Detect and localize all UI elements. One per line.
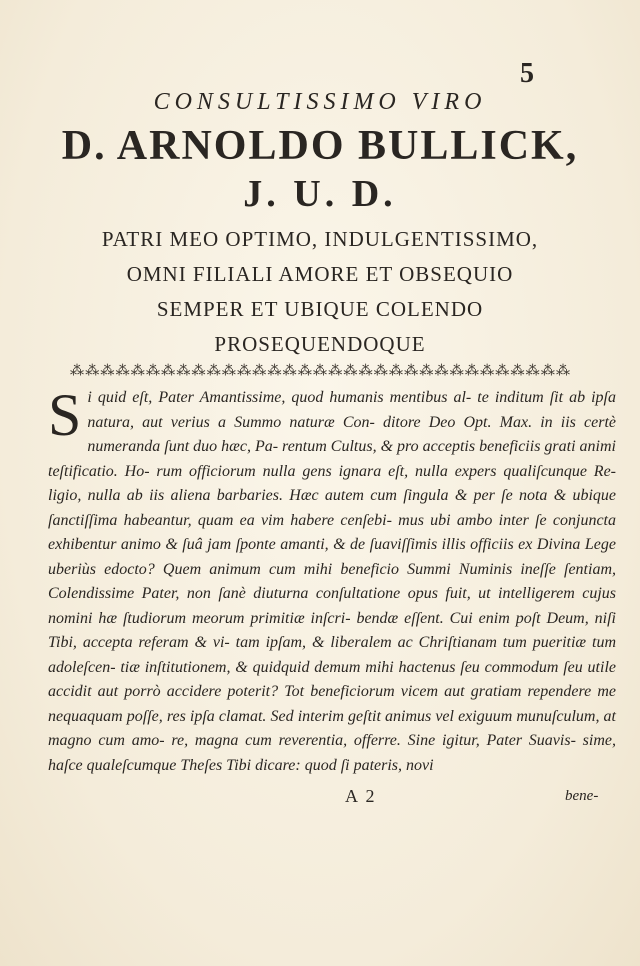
ornament-glyph: ⁂ xyxy=(419,363,434,379)
ornament-glyph: ⁂ xyxy=(388,363,403,379)
ornament-glyph: ⁂ xyxy=(206,363,221,379)
dedication-line-7: PROSEQUENDOQUE xyxy=(214,332,426,356)
ornament-glyph: ⁂ xyxy=(495,363,510,379)
ornament-glyph: ⁂ xyxy=(313,363,327,379)
ornament-glyph: ⁂ xyxy=(176,363,191,379)
ornament-glyph: ⁂ xyxy=(540,363,555,379)
ornament-glyph: ⁂ xyxy=(464,363,479,379)
ornament-glyph: ⁂ xyxy=(556,363,570,379)
ornament-glyph: ⁂ xyxy=(191,363,206,379)
dedication-line-6: SEMPER ET UBIQUE COLENDO xyxy=(156,297,484,321)
drop-cap: S xyxy=(48,382,82,448)
ornament-glyph: ⁂ xyxy=(343,363,358,379)
ornament-glyph: ⁂ xyxy=(480,363,495,379)
dedication-body xyxy=(48,382,616,778)
ornament-glyph: ⁂ xyxy=(85,363,100,379)
ornament-glyph: ⁂ xyxy=(328,363,343,379)
ornament-glyph: ⁂ xyxy=(358,363,373,379)
ornament-glyph: ⁂ xyxy=(237,363,252,379)
dedication-line-5: OMNI FILIALI AMORE ET OBSEQUIO xyxy=(126,262,514,286)
ornament-glyph: ⁂ xyxy=(145,363,160,379)
ornament-glyph: ⁂ xyxy=(282,363,297,379)
dedication-line-4: PATRI MEO OPTIMO, INDULGENTISSIMO, xyxy=(101,227,539,251)
ornament-glyph: ⁂ xyxy=(267,363,282,379)
ornament-glyph: ⁂ xyxy=(373,363,388,379)
ornament-glyph: ⁂ xyxy=(221,363,236,379)
dedicatee-degree: J. U. D. xyxy=(243,173,397,215)
ornament-glyph: ⁂ xyxy=(115,363,130,379)
catchword: bene- xyxy=(565,788,599,804)
ornament-glyph: ⁂ xyxy=(525,363,540,379)
ornament-glyph: ⁂ xyxy=(252,363,267,379)
dedicatee-name: D. ARNOLDO BULLICK, xyxy=(61,123,579,169)
ornament-glyph: ⁂ xyxy=(70,363,84,379)
ornamental-divider xyxy=(70,364,570,378)
ornament-glyph: ⁂ xyxy=(161,363,176,379)
dedication-line-1: CONSULTISSIMO VIRO xyxy=(153,89,487,115)
signature-mark: A 2 xyxy=(345,786,377,806)
ornament-glyph: ⁂ xyxy=(404,363,419,379)
dedication-heading xyxy=(0,86,640,362)
ornament-glyph: ⁂ xyxy=(100,363,115,379)
ornament-glyph: ⁂ xyxy=(449,363,464,379)
page-number: 5 xyxy=(520,58,534,89)
ornament-glyph: ⁂ xyxy=(510,363,525,379)
ornament-glyph: ⁂ xyxy=(130,363,145,379)
ornament-glyph: ⁂ xyxy=(434,363,449,379)
body-paragraph: i quid eſt, Pater Amantissime, quod humanis mentibus al- te inditum ſit ab ipſa natura, aut verius a Summo naturæ Con- ditore Deo Opt. Max. in iis certè numeranda ſunt duo hæc, Pa- rentum Cultus, & pro acceptis beneficiis grati animi teſtificatio. Ho- rum officiorum nulla gens ignara eſt, nulla expers qualiſcunque Re- ligio, nulla ab iis aliena barbaries. Hæc autem cum ſingula & per ſe nota & ubique ſanctiſſima habeantur, quam ea vim habere cenſebi- mus ubi ambo inter ſe conjuncta exhibentur animo & ſuâ jam ſponte amanti, & de ſuaviſſimis illis officiis ex Divina Lege uberiùs edocto? Quem animum cum mihi beneficio Summi Numinis ineſſe ſentiam, Colendissime Pater, non ſanè diuturna conſultatione opus fuit, ut intelligerem cujus nomini hæ ſtudiorum meorum primitiæ inſcri- bendæ eſſent. Cui enim poſt Deum, niſi Tibi, accepta referam & vi- tam ipſam, & liberalem ac Chriſtianam tum pueritiæ tum adoleſcen- tiæ inſtitutionem, & quidquid demum mihi hactenus ſeu commodum ſeu utile accidit aut porrò accidere poterit? Tot beneficiorum vicem aut gratiam rependere me nequaquam poſſe, res ipſa clamat. Sed interim geſtit animus vel exiguum munuſculum, at magno cum amo- re, magna cum reverentia, offerre. Sine igitur, Pater Suavis- sime, haſce qualeſcumque Theſes Tibi dicare: quod ſi pateris, novi xyxy=(48,389,616,774)
ornament-glyph: ⁂ xyxy=(297,363,312,379)
page-footer xyxy=(0,786,640,814)
